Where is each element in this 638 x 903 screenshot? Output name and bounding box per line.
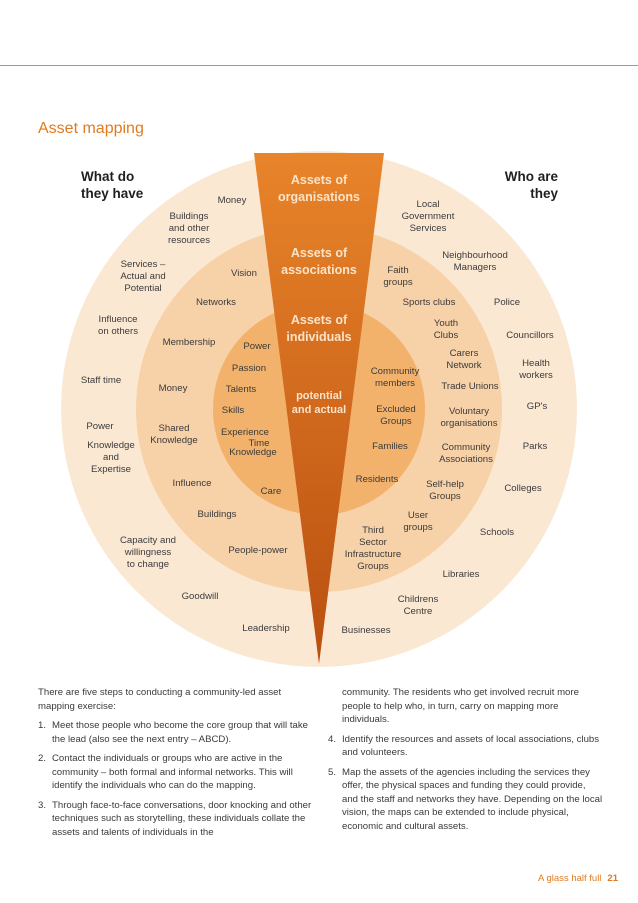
step-item — [38, 719, 314, 746]
label-buildings-other: Buildings and other resources — [167, 211, 211, 246]
label-community-associations: Community Associations — [439, 442, 493, 465]
page-footer — [538, 873, 618, 884]
label-trade-unions: Trade Unions — [441, 381, 499, 392]
label-community-members: Community members — [370, 366, 420, 389]
label-membership: Membership — [162, 337, 216, 348]
step-number: 1. — [38, 720, 47, 731]
body-column-right — [328, 686, 604, 839]
steps-list-right — [328, 733, 604, 834]
step-number: 5. — [328, 766, 337, 778]
label-vision: Vision — [231, 268, 257, 279]
label-people-power: People-power — [228, 545, 288, 556]
label-families: Families — [372, 441, 408, 452]
steps-list-left — [38, 719, 314, 839]
page-number: 21 — [607, 873, 618, 884]
label-childrens-centre: Childrens Centre — [397, 594, 439, 617]
wedge-label-individuals: Assets of individuals — [286, 313, 352, 344]
label-knowledge: Knowledge — [229, 447, 277, 458]
label-youth-clubs: Youth Clubs — [433, 318, 459, 341]
label-experience: Experience — [221, 427, 269, 438]
body-column-left — [38, 686, 314, 845]
label-gps: GP's — [526, 401, 548, 412]
label-money-outer: Money — [217, 195, 247, 206]
label-residents: Residents — [355, 474, 399, 485]
label-health-workers: Health workers — [519, 358, 553, 381]
label-police: Police — [493, 297, 521, 308]
step-item — [38, 799, 314, 840]
label-libraries: Libraries — [442, 569, 480, 580]
page-title: Asset mapping — [38, 120, 144, 137]
label-leadership: Leadership — [242, 623, 290, 634]
label-goodwill: Goodwill — [181, 591, 219, 602]
left-heading: What do they have — [81, 169, 144, 201]
label-staff-time: Staff time — [80, 375, 122, 386]
label-parks: Parks — [522, 441, 548, 452]
step-number: 3. — [38, 799, 47, 811]
label-excluded-groups: Excluded Groups — [376, 404, 416, 427]
label-businesses: Businesses — [341, 625, 391, 636]
label-carers-network: Carers Network — [446, 348, 482, 371]
step-item — [38, 752, 314, 793]
label-voluntary-organisations: Voluntary organisations — [440, 406, 498, 429]
label-third-sector: Third Sector Infrastructure Groups — [344, 525, 402, 572]
label-money-mid: Money — [158, 383, 188, 394]
step-item — [328, 733, 604, 760]
label-services: Services – Actual and Potential — [120, 259, 166, 294]
label-power-outer: Power — [86, 421, 114, 432]
continuation-paragraph: community. The residents who get involved recruit more people to help who, in turn, carry on mapping more individuals. — [342, 687, 579, 725]
step-text: Meet those people who become the core group that will take the lead (also see the next entry – ABCD). — [52, 720, 308, 745]
label-self-help-groups: Self-help Groups — [426, 479, 464, 502]
step-text: Map the assets of the agencies including the services they offer, the physical spaces and funding they could provide, and the staff and networks they have. Depending on the local vision, the maps can be extended to include physical, economic and cultural assets. — [342, 766, 603, 832]
label-passion: Passion — [231, 363, 267, 374]
label-networks: Networks — [196, 297, 236, 308]
publication-title: A glass half full — [538, 873, 602, 884]
step-text: Through face-to-face conversations, door knocking and other techniques such as storytelling, these individuals collate the assets and talents of individuals in the — [52, 799, 312, 838]
label-faith-groups: Faith groups — [383, 265, 413, 288]
label-schools: Schools — [479, 527, 515, 538]
step-number: 4. — [328, 733, 337, 745]
intro-paragraph: There are five steps to conducting a community-led asset mapping exercise: — [38, 687, 282, 712]
wedge-label-associations: Assets of associations — [281, 246, 357, 277]
label-neighbourhood-managers: Neighbourhood Managers — [442, 250, 508, 273]
label-skills: Skills — [221, 405, 245, 416]
label-care: Care — [260, 486, 282, 497]
label-sports-clubs: Sports clubs — [402, 297, 456, 308]
label-colleges: Colleges — [504, 483, 542, 494]
label-capacity: Capacity and willingness to change — [120, 535, 176, 570]
right-heading: Who are they — [504, 169, 558, 201]
step-number: 2. — [38, 753, 47, 764]
label-councillors: Councillors — [506, 330, 554, 341]
label-time: Time — [248, 438, 270, 449]
step-text: Contact the individuals or groups who are active in the community – both formal and informal networks. This will identify the individuals who can do the mapping. — [52, 753, 293, 791]
label-buildings: Buildings — [197, 509, 237, 520]
label-knowledge-expertise: Knowledge and Expertise — [87, 440, 135, 475]
label-influence-others: Influence on others — [97, 314, 138, 337]
wedge-label-potential: potential and actual — [291, 390, 347, 416]
label-user-groups: User groups — [403, 510, 433, 533]
label-influence: Influence — [172, 478, 212, 489]
step-text: Identify the resources and assets of local associations, clubs and volunteers. — [342, 733, 600, 758]
label-shared-knowledge: Shared Knowledge — [150, 423, 198, 446]
label-power-inner: Power — [243, 341, 271, 352]
wedge-label-organisations: Assets of organisations — [278, 173, 360, 204]
label-local-government: Local Government Services — [401, 199, 455, 234]
step-item — [328, 766, 604, 834]
label-talents: Talents — [225, 384, 257, 395]
